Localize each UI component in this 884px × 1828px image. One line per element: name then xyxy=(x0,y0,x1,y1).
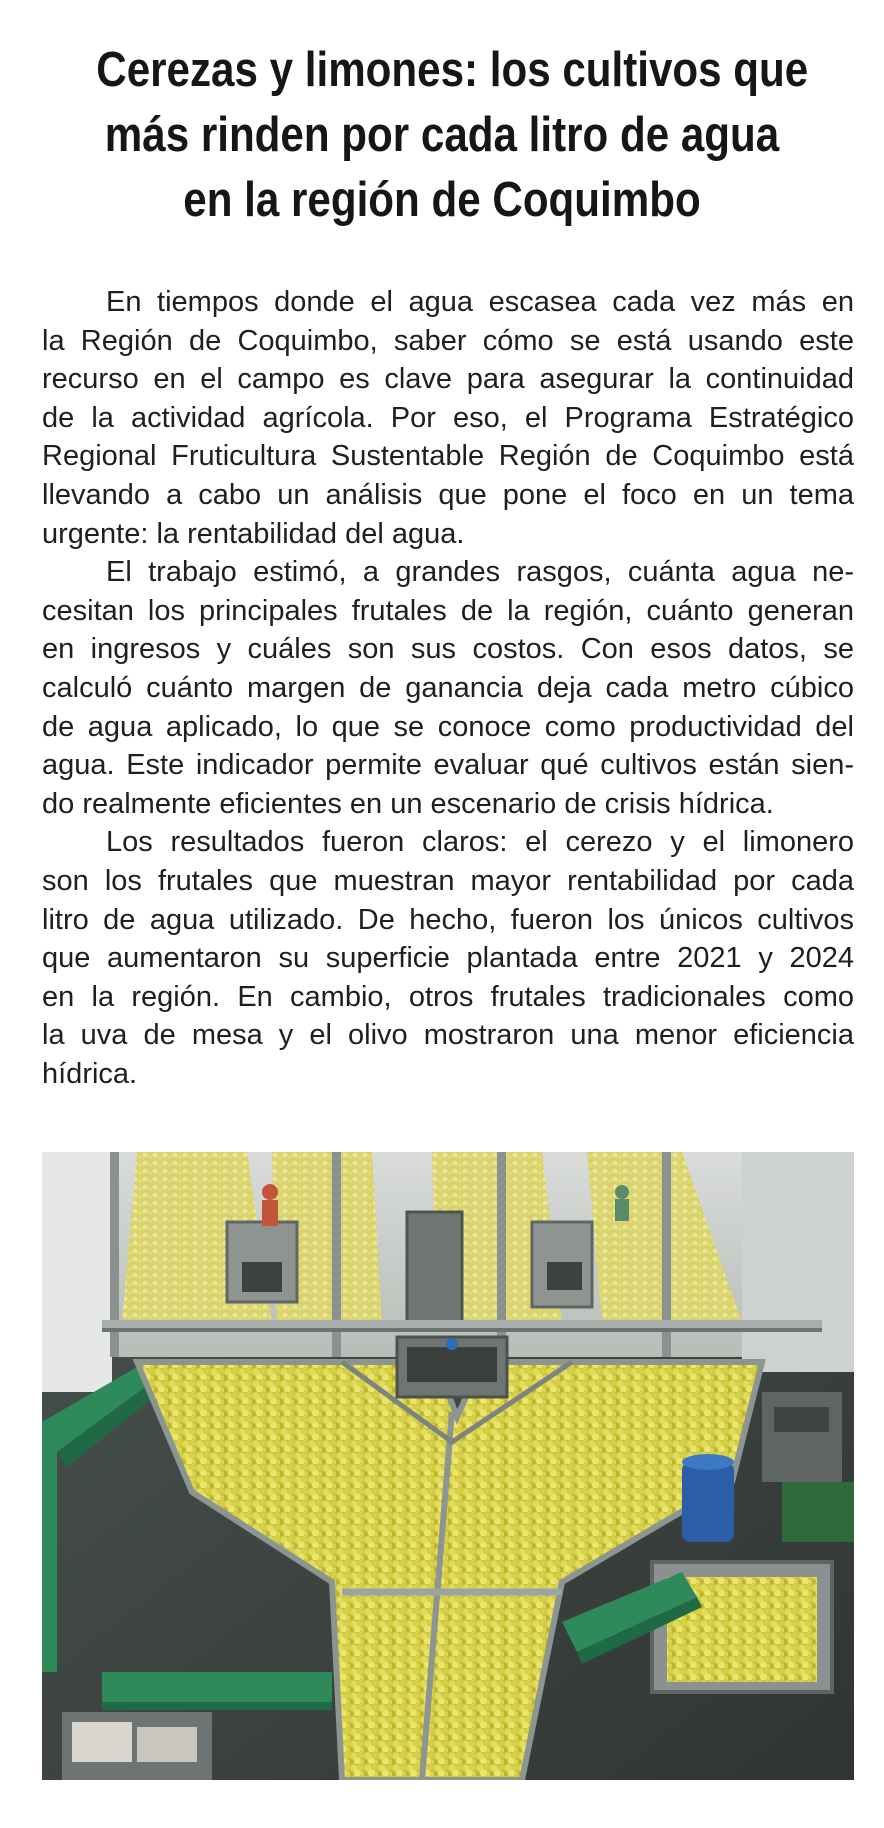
text-line: de agua aplicado, lo que se conoce como productividad del xyxy=(42,710,854,743)
text-line: litro de agua utilizado. De hecho, fueron los únicos cultivos xyxy=(42,903,854,936)
text-line: la Región de Coquimbo, saber cómo se está usando este xyxy=(42,324,854,357)
headline-line: Cerezas y limones: los cultivos que xyxy=(96,43,809,97)
text-line: calculó cuánto margen de ganancia deja cada metro cúbico xyxy=(42,671,854,704)
right-wall xyxy=(742,1152,854,1372)
text-line: recurso en el campo es clave para asegurar la continuidad xyxy=(42,363,854,396)
sorting-station xyxy=(407,1212,462,1322)
text-line: El trabajo estimó, a grandes rasgos, cuánta agua ne- xyxy=(106,556,854,589)
article-headline xyxy=(96,38,809,233)
text-line: agua. Este indicador permite evaluar qué cultivos están sien- xyxy=(42,749,854,782)
headline-line: más rinden por cada litro de agua xyxy=(104,108,780,162)
text-line: do realmente eficientes en un escenario de crisis hídrica. xyxy=(42,787,774,820)
lemon-packing-line-photo xyxy=(42,1152,854,1780)
text-line: que aumentaron su superficie plantada entre 2021 y 2024 xyxy=(42,942,854,975)
left-wall xyxy=(42,1152,112,1392)
worker xyxy=(262,1184,278,1200)
overhead-rail xyxy=(102,1320,822,1328)
text-line: hídrica. xyxy=(42,1057,138,1090)
blue-barrel xyxy=(682,1462,734,1542)
paragraph xyxy=(42,823,854,1093)
text-line: la uva de mesa y el olivo mostraron una menor eficiencia xyxy=(42,1019,854,1052)
text-line: urgente: la rentabilidad del agua. xyxy=(42,517,465,550)
blue-valve xyxy=(446,1338,458,1350)
leaf-crates xyxy=(782,1482,854,1542)
text-line: En tiempos donde el agua escasea cada vez más en xyxy=(106,286,854,318)
photo-illustration xyxy=(42,1152,854,1780)
headline-line: en la región de Coquimbo xyxy=(183,173,701,227)
paragraph xyxy=(42,553,854,823)
text-line: de la actividad agrícola. Por eso, el Programa Estratégico xyxy=(42,401,854,434)
text-line: Regional Fruticultura Sustentable Región de Coquimbo está xyxy=(42,440,854,473)
text-line: son los frutales que muestran mayor rentabilidad por cada xyxy=(42,864,854,897)
text-line: cesitan los principales frutales de la región, cuánto generan xyxy=(42,594,854,627)
green-conveyor xyxy=(102,1672,332,1702)
text-line: en la región. En cambio, otros frutales tradicionales como xyxy=(42,980,854,1013)
paragraph xyxy=(42,283,854,553)
text-line: en ingresos y cuáles son sus costos. Con esos datos, se xyxy=(42,633,854,666)
article-body xyxy=(42,283,854,1093)
text-line: Los resultados fueron claros: el cerezo y el limonero xyxy=(106,826,854,859)
text-line: llevando a cabo un análisis que pone el foco en un tema xyxy=(42,478,854,511)
worker xyxy=(615,1185,629,1199)
